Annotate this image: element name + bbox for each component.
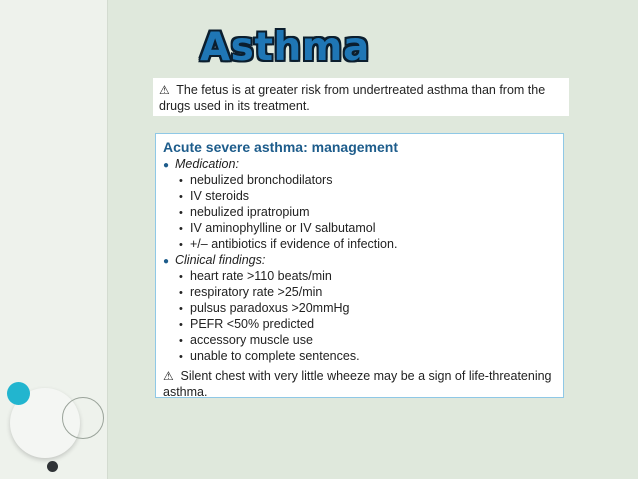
- warning-text: The fetus is at greater risk from undertreated asthma than from the drugs used in its treatment.: [159, 83, 546, 113]
- list-item: • IV steroids: [179, 189, 557, 205]
- list-item: • unable to complete sentences.: [179, 349, 557, 365]
- list-item: • nebulized ipratropium: [179, 205, 557, 221]
- warning-triangle-icon: ⚠: [159, 83, 170, 97]
- list-item: • pulsus paradoxus >20mmHg: [179, 301, 557, 317]
- decor-dark-dot: [47, 461, 58, 472]
- section-heading-medication: ● Medication:: [163, 157, 239, 171]
- list-item: • nebulized bronchodilators: [179, 173, 557, 189]
- list-item: • +/– antibiotics if evidence of infection.: [179, 237, 557, 253]
- warning-triangle-icon: ⚠: [163, 369, 174, 383]
- list-item: • heart rate >110 beats/min: [179, 269, 557, 285]
- list-item: • respiratory rate >25/min: [179, 285, 557, 301]
- section-bullet-icon: ●: [163, 160, 170, 171]
- silent-chest-note: ⚠ Silent chest with very little wheeze may be a sign of life-threatening asthma.: [163, 369, 552, 399]
- clinical-findings-list: [163, 269, 557, 365]
- slide-title: Asthma: [200, 25, 370, 70]
- fetus-warning-box: [153, 78, 569, 116]
- medication-list: [163, 173, 557, 253]
- list-item: • accessory muscle use: [179, 333, 557, 349]
- decor-teal-circle: [7, 382, 30, 405]
- management-title: Acute severe asthma: management: [163, 139, 398, 155]
- decor-ring-circle: [62, 397, 104, 439]
- section-heading-clinical-findings: ● Clinical findings:: [163, 253, 266, 267]
- list-item: • PEFR <50% predicted: [179, 317, 557, 333]
- management-box: [155, 133, 564, 398]
- section-bullet-icon: ●: [163, 256, 170, 267]
- list-item: • IV aminophylline or IV salbutamol: [179, 221, 557, 237]
